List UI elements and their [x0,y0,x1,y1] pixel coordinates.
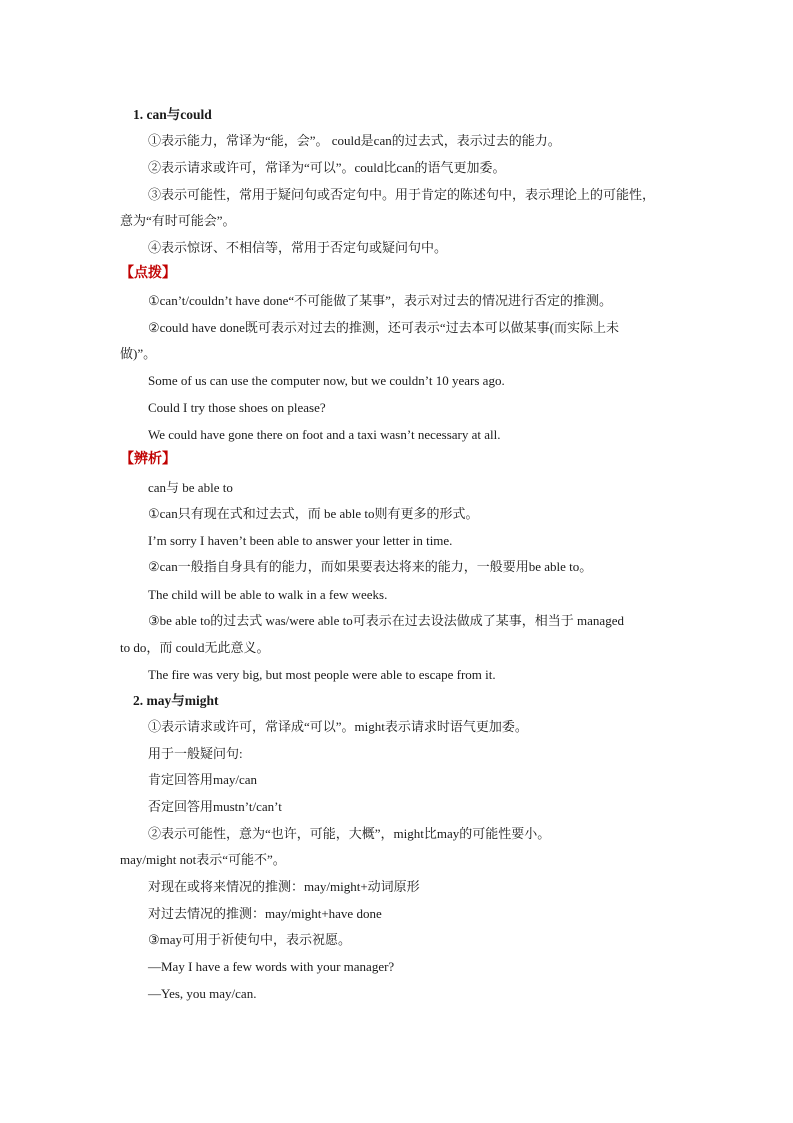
text-line: 对过去情况的推测：may/might+have done [148,906,382,921]
example-sentence: —May I have a few words with your manager? [148,959,395,974]
example-sentence: Could I try those shoes on please? [148,400,326,415]
text-line: ②表示请求或许可，常译为“可以”。could比can的语气更加委。 [148,160,506,175]
section-heading: 1. can与could [133,107,212,122]
text-line: ②表示可能性，意为“也许，可能，大概”，might比may的可能性要小。 [148,826,551,841]
example-sentence: We could have gone there on foot and a taxi wasn’t necessary at all. [148,427,501,442]
text-line: 做)”。 [120,346,157,361]
text-line: ①表示能力，常译为“能，会”。 could是can的过去式，表示过去的能力。 [148,133,561,148]
text-line: can与 be able to [148,480,233,495]
section-heading: 2. may与might [133,693,219,708]
text-line: ③may可用于祈使句中，表示祝愿。 [148,932,352,947]
example-sentence: I’m sorry I haven’t been able to answer your letter in time. [148,533,453,548]
analysis-label: 【辨析】 [120,452,176,467]
text-line: 意为“有时可能会”。 [120,213,236,228]
example-sentence: The child will be able to walk in a few weeks. [148,587,388,602]
text-line: may/might not表示“可能不”。 [120,852,286,867]
text-line: ①表示请求或许可，常译成“可以”。might表示请求时语气更加委。 [148,719,528,734]
text-line: 用于一般疑问句: [148,746,243,761]
text-line: to do，而 could无此意义。 [120,640,270,655]
text-line: ④表示惊讶、不相信等，常用于否定句或疑问句中。 [148,240,448,255]
text-line: ①can只有现在式和过去式，而 be able to则有更多的形式。 [148,506,479,521]
text-line: ③be able to的过去式 was/were able to可表示在过去设法做成了某事，相当于 managed [148,613,624,628]
text-line: ②could have done既可表示对过去的推测，还可表示“过去本可以做某事(而实际上未 [148,320,619,335]
text-line: 肯定回答用may/can [148,772,258,787]
tip-label: 【点拨】 [120,266,176,281]
text-line: ①can’t/couldn’t have done“不可能做了某事”，表示对过去的情况进行否定的推测。 [148,293,612,308]
text-line: 否定回答用mustn’t/can’t [148,799,282,814]
example-sentence: —Yes, you may/can. [148,986,257,1001]
text-line: ②can一般指自身具有的能力，而如果要表达将来的能力，一般要用be able to。 [148,559,593,574]
example-sentence: Some of us can use the computer now, but we couldn’t 10 years ago. [148,373,505,388]
text-line: 对现在或将来情况的推测：may/might+动词原形 [148,879,420,894]
example-sentence: The fire was very big, but most people were able to escape from it. [148,667,496,682]
text-line: ③表示可能性，常用于疑问句或否定句中。用于肯定的陈述句中，表示理论上的可能性， [148,187,656,202]
